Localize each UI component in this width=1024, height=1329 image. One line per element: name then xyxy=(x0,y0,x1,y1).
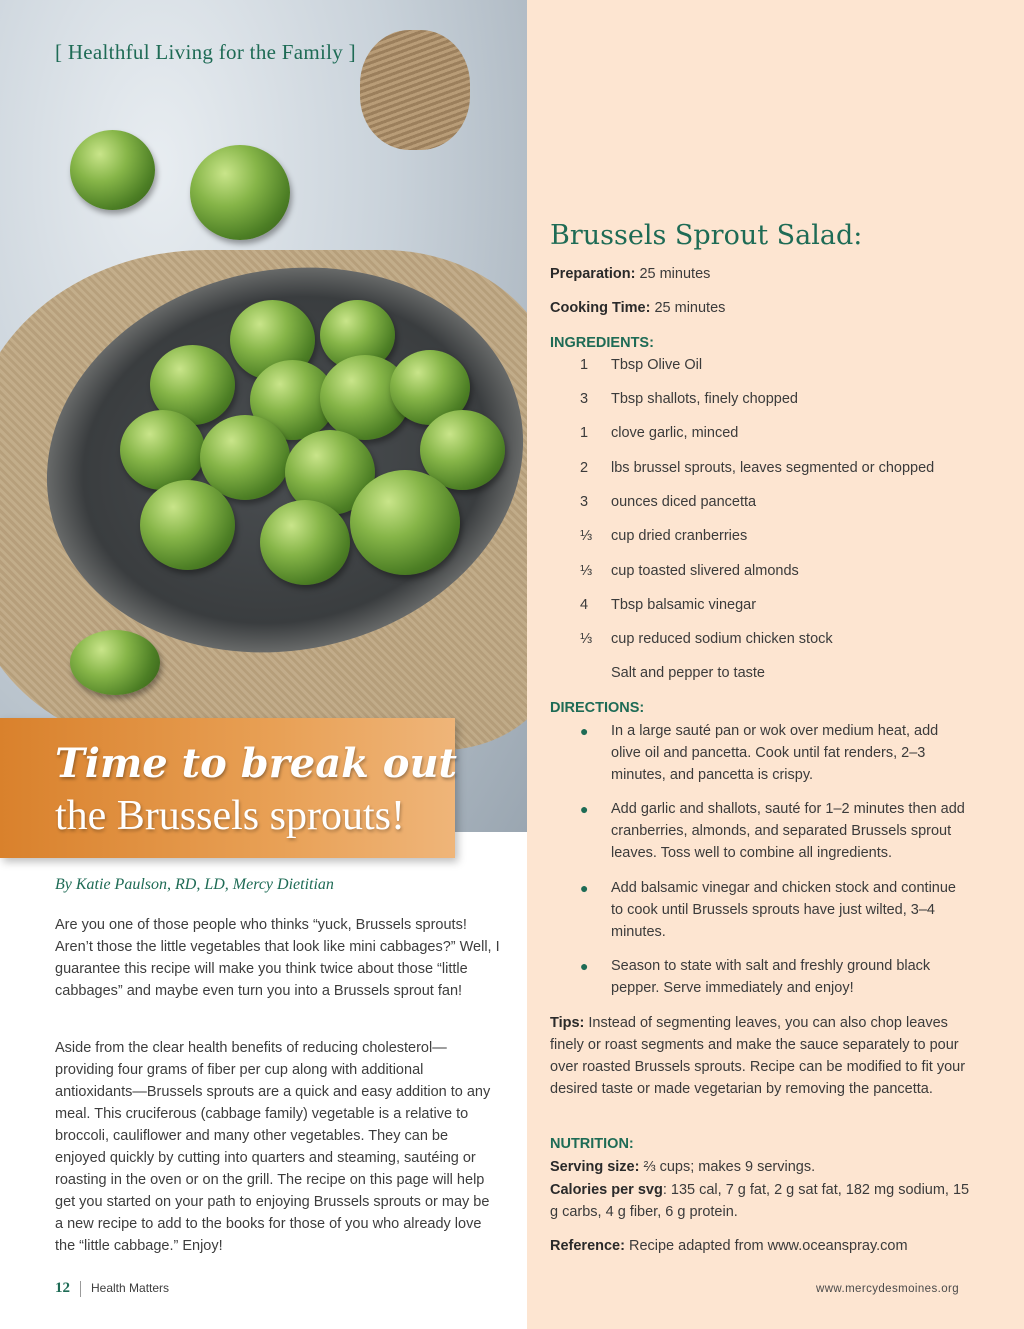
twine-ball xyxy=(360,30,470,150)
ingredient-desc: Tbsp shallots, finely chopped xyxy=(611,391,798,407)
ingredient-desc: ounces diced pancetta xyxy=(611,494,757,510)
directions-heading: DIRECTIONS: xyxy=(550,700,645,716)
direction-text: Add balsamic vinegar and chicken stock and continue to cook until Brussels sprouts have just wilted, 3–4 minutes. xyxy=(611,880,956,940)
website-url: www.mercydesmoines.org xyxy=(816,1283,960,1295)
serving-label: Serving size: xyxy=(550,1159,640,1175)
bullet-icon: ● xyxy=(580,801,589,817)
ingredient-qty: 2 xyxy=(580,460,589,476)
ingredient-desc: cup toasted slivered almonds xyxy=(611,563,799,579)
prep-label: Preparation: xyxy=(550,266,636,282)
tips-label: Tips: xyxy=(550,1015,585,1031)
sprout xyxy=(120,410,205,490)
article-paragraph-2: Aside from the clear health benefits of reducing cholesterol—providing four grams of fiber per cup along with additional antioxidants—Brussels sprouts are a quick and easy addition to any meal. This cruciferous (cabbage family) vegetable is a relative to broccoli, cauliflower and many other vegetables. They can be enjoyed quickly by cutting into quarters and steaming, sautéing or roasting in the oven or on the grill. The recipe on this page will help get you started on your path to enjoying Brussels sprouts or may be a new recipe to add to the books for those of you who already love the “little cabbage.” Enjoy! xyxy=(55,1040,491,1254)
recipe-title: Brussels Sprout Salad: xyxy=(550,220,863,251)
footer-divider xyxy=(80,1281,81,1297)
tips xyxy=(550,1012,970,1100)
ingredient-desc: Salt and pepper to taste xyxy=(611,665,765,681)
ingredient-desc: cup dried cranberries xyxy=(611,528,748,544)
ingredient-desc: lbs brussel sprouts, leaves segmented or chopped xyxy=(611,460,935,476)
ingredient-desc: Tbsp Olive Oil xyxy=(611,357,703,373)
ingredient-qty: ⅓ xyxy=(580,563,593,579)
bullet-icon: ● xyxy=(580,880,589,896)
sprout xyxy=(260,500,350,585)
sprout xyxy=(190,145,290,240)
calories-label: Calories per svg xyxy=(550,1182,663,1198)
ingredient-qty: 1 xyxy=(580,425,589,441)
nutrition-heading: NUTRITION: xyxy=(550,1136,634,1152)
ingredient-qty: ⅓ xyxy=(580,631,593,647)
calories-value: : 135 cal, 7 g fat, 2 g sat fat, 182 mg sodium, 15 g carbs, 4 g fiber, 6 g protein. xyxy=(550,1182,970,1220)
direction-text: Season to state with salt and freshly ground black pepper. Serve immediately and enjoy! xyxy=(611,958,931,996)
reference-label: Reference: xyxy=(550,1238,625,1254)
cook-time xyxy=(550,300,725,316)
publication-name: Health Matters xyxy=(91,1281,170,1295)
ingredient-qty: ⅓ xyxy=(580,528,593,544)
prep-time xyxy=(550,266,710,282)
brussels-sprouts-photo xyxy=(0,0,527,832)
footer-left xyxy=(55,1280,169,1297)
ingredient-desc: Tbsp balsamic vinegar xyxy=(611,597,757,613)
ingredient-desc: cup reduced sodium chicken stock xyxy=(611,631,833,647)
ingredient-desc: clove garlic, minced xyxy=(611,425,739,441)
direction-text: Add garlic and shallots, sauté for 1–2 minutes then add cranberries, almonds, and separated Brussels sprout leaves. Toss well to combine all ingredients. xyxy=(611,801,965,861)
calories xyxy=(550,1179,970,1223)
ingredient-qty: 3 xyxy=(580,494,589,510)
cook-label: Cooking Time: xyxy=(550,300,651,316)
headline-line1: Time to break out xyxy=(55,740,458,787)
ingredient-qty: 4 xyxy=(580,597,589,613)
reference xyxy=(550,1235,970,1257)
serving-size xyxy=(550,1156,970,1178)
cook-value: 25 minutes xyxy=(650,300,726,316)
sprout-leaf xyxy=(70,630,160,695)
sprout xyxy=(140,480,235,570)
article-paragraph-1: Are you one of those people who thinks “yuck, Brussels sprouts! Aren’t those the little vegetables that look like mini cabbages?” Well, I guarantee this recipe will make you think twice about those “little cabbages” and maybe even turn you into a Brussels sprout fan! xyxy=(55,917,500,999)
reference-value: Recipe adapted from www.oceanspray.com xyxy=(624,1238,908,1254)
direction-text: In a large sauté pan or wok over medium heat, add olive oil and pancetta. Cook until fat renders, 2–3 minutes, and pancetta is crispy. xyxy=(611,723,939,783)
serving-value: ⅔ cups; makes 9 servings. xyxy=(639,1159,816,1175)
section-title: [ Healthful Living for the Family ] xyxy=(55,40,356,64)
prep-value: 25 minutes xyxy=(635,266,711,282)
tips-text: Instead of segmenting leaves, you can also chop leaves finely or roast segments and make the sauce separately to pour over roasted Brussels sprouts. Recipe can be modified to fit your desired taste or made vegetarian by removing the pancetta. xyxy=(550,1015,966,1097)
page-number: 12 xyxy=(55,1280,70,1296)
byline: By Katie Paulson, RD, LD, Mercy Dietitian xyxy=(55,876,334,893)
sprout xyxy=(350,470,460,575)
bullet-icon: ● xyxy=(580,723,589,739)
bullet-icon: ● xyxy=(580,958,589,974)
ingredient-qty: 3 xyxy=(580,391,589,407)
ingredients-heading: INGREDIENTS: xyxy=(550,335,654,351)
headline-line2: the Brussels sprouts! xyxy=(55,793,405,839)
ingredient-qty: 1 xyxy=(580,357,589,373)
sprout xyxy=(70,130,155,210)
